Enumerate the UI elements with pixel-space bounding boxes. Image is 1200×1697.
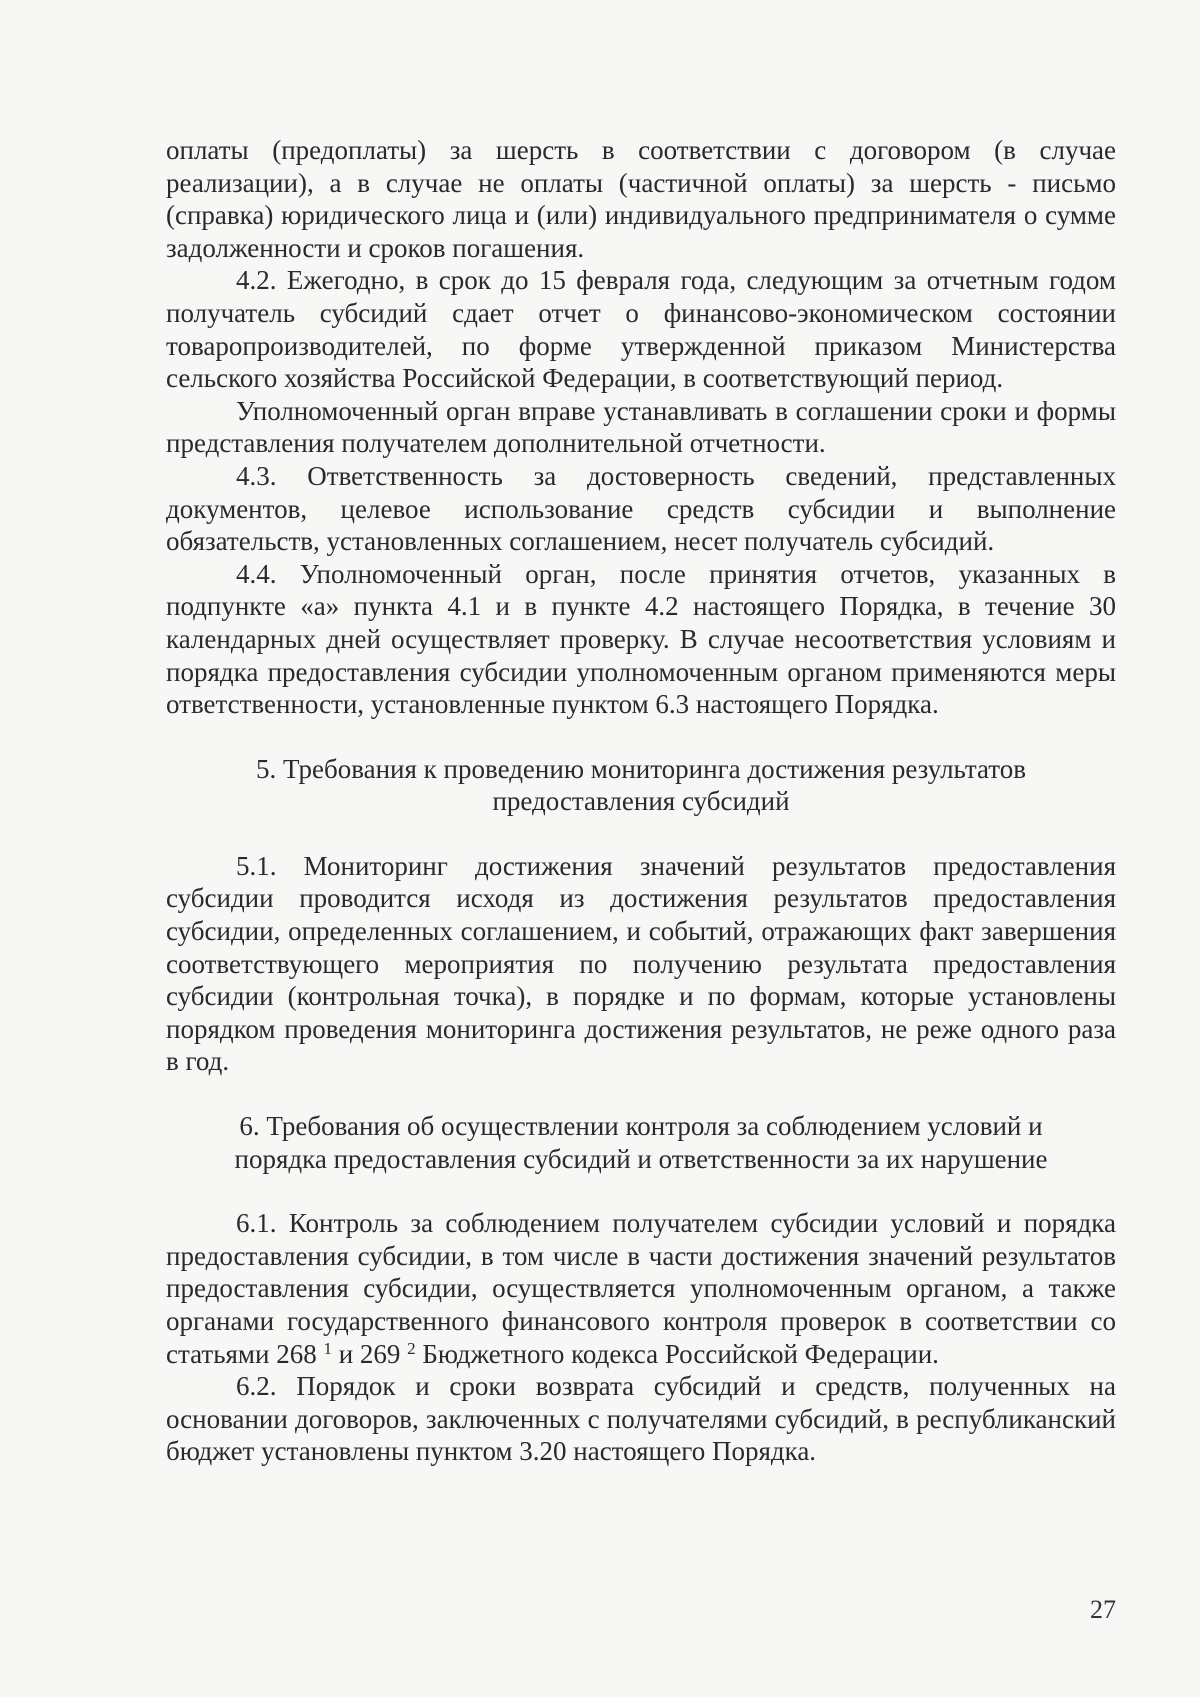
page-number: 27 — [1090, 1595, 1116, 1624]
paragraph-4-3: 4.3. Ответственность за достоверность сведений, представленных документов, целевое использование средств субсидии и выполнение обязательств, установленных соглашением, несет получатель субсидий. — [166, 460, 1116, 557]
paragraph-6-2: 6.2. Порядок и сроки возврата субсидий и средств, полученных на основании договоров, заключенных с получателями субсидий, в республиканский бюджет установлены пунктом 3.20 настоящего Порядка. — [166, 1371, 1116, 1467]
section-5-heading-line-1: 5. Требования к проведению мониторинга достижения результатов — [256, 753, 1026, 784]
section-5-heading — [166, 753, 1116, 818]
section-6-heading-line-1: 6. Требования об осуществлении контроля за соблюдением условий и — [239, 1111, 1043, 1142]
section-6-heading-line-2: порядка предоставления субсидий и ответственности за их нарушение — [234, 1143, 1048, 1174]
paragraph-4-2-additional: Уполномоченный орган вправе устанавливать в соглашении сроки и формы представления получателем дополнительной отчетности. — [166, 395, 1116, 459]
document-body — [166, 134, 1116, 1468]
paragraph-6-1-part-b: и 269 — [331, 1338, 401, 1369]
paragraph-4-2: 4.2. Ежегодно, в срок до 15 февраля года, следующим за отчетным годом получатель субсидий сдает отчет о финансово-экономическом состоянии товаропроизводителей, по форме утвержденной приказом Министерства сельского хозяйства Российской Федерации, в соответствующий период. — [166, 265, 1116, 394]
superscript-1: 1 — [323, 1338, 332, 1358]
paragraph-6-1-part-c: Бюджетного кодекса Российской Федерации. — [415, 1338, 939, 1369]
section-5-heading-line-2: предоставления субсидий — [492, 786, 790, 817]
paragraph-continuation: оплаты (предоплаты) за шерсть в соответствии с договором (в случае реализации), а в случае не оплаты (частичной оплаты) за шерсть - письмо (справка) юридического лица и (или) индивидуального предпринимателя о сумме задолженности и сроков погашения. — [166, 135, 1116, 263]
section-6-heading — [166, 1110, 1116, 1175]
paragraph-6-1 — [166, 1207, 1116, 1370]
paragraph-6-1-part-a: 6.1. Контроль за соблюдением получателем субсидии условий и порядка предоставления субсидии, в том числе в части достижения значений результатов предоставления субсидии, осуществляется уполномоченным органом, а также органами государственного финансового контроля проверок в соответствии со статьями 268 — [166, 1208, 1116, 1369]
paragraph-5-1: 5.1. Мониторинг достижения значений результатов предоставления субсидии проводится исходя из достижения результатов предоставления субсидии, определенных соглашением, и событий, отражающих факт завершения соответствующего мероприятия по получению результата предоставления субсидии (контрольная точка), в порядке и по формам, которые установлены порядком проведения мониторинга достижения результатов, не реже одного раза в год. — [166, 850, 1116, 1077]
superscript-2: 2 — [407, 1338, 416, 1358]
paragraph-4-4: 4.4. Уполномоченный орган, после принятия отчетов, указанных в подпункте «а» пункта 4.1 и в пункте 4.2 настоящего Порядка, в течение 30 календарных дней осуществляет проверку. В случае несоответствия условиям и порядка предоставления субсидии уполномоченным органом применяются меры ответственности, установленные пунктом 6.3 настоящего Порядка. — [166, 558, 1116, 720]
